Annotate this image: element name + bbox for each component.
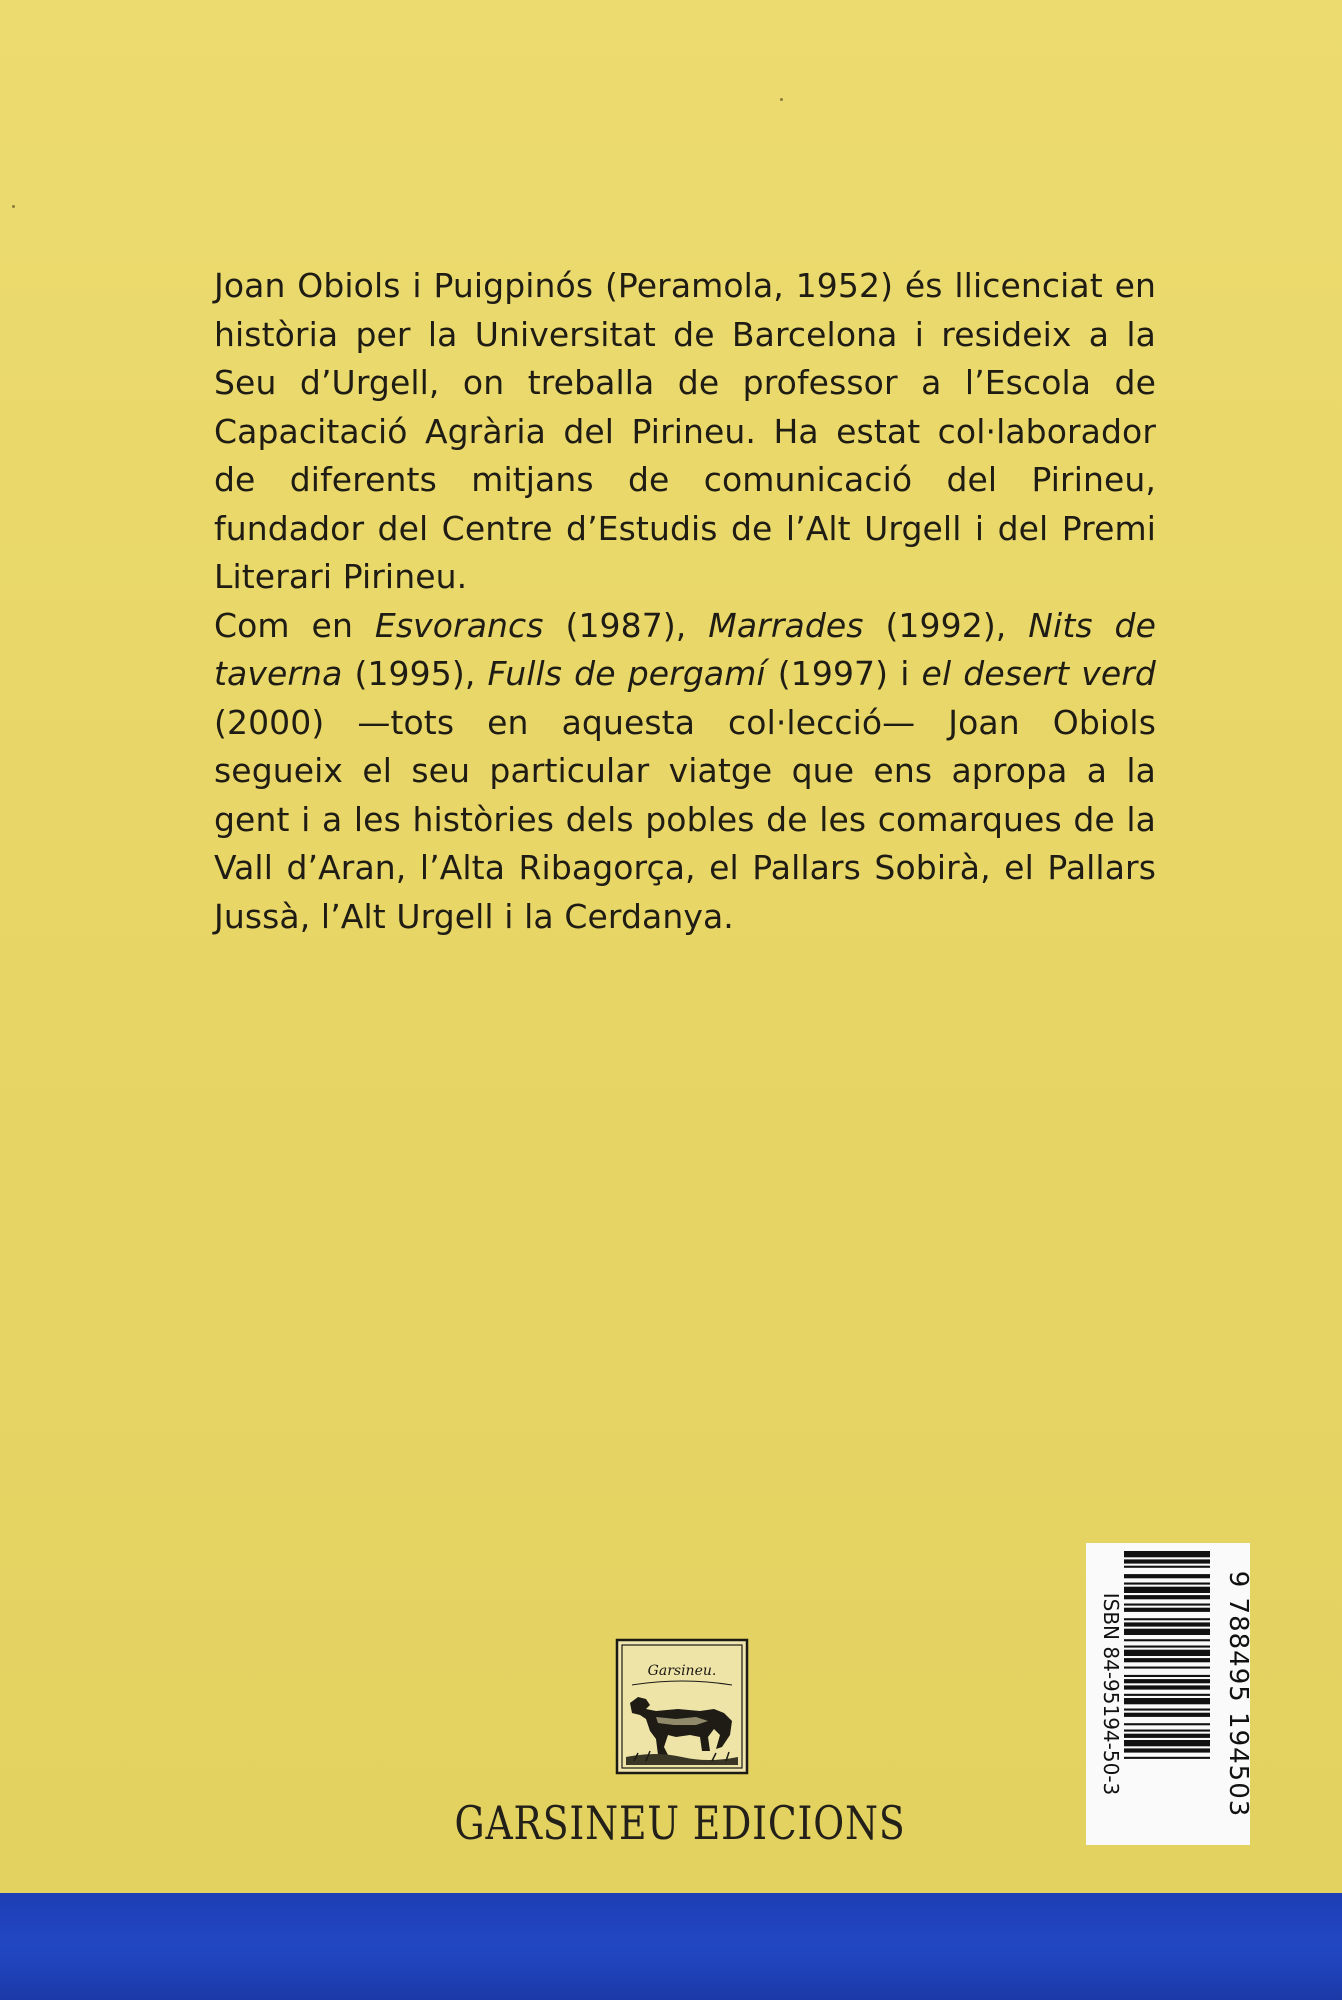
barcode-bar — [1124, 1566, 1210, 1568]
barcode-bar — [1124, 1713, 1210, 1717]
barcode-bar — [1124, 1595, 1210, 1599]
barcode-bar — [1124, 1709, 1210, 1711]
author-blurb — [214, 262, 1156, 941]
barcode-bar — [1124, 1639, 1210, 1641]
barcode-bar — [1124, 1679, 1210, 1683]
book-title: Nits de taverna — [214, 605, 1156, 693]
barcode-bar — [1124, 1723, 1210, 1725]
book-title: el desert verd — [921, 654, 1156, 693]
barcode-bar — [1124, 1608, 1210, 1612]
barcode-bar — [1124, 1583, 1210, 1585]
barcode-bar — [1124, 1618, 1210, 1620]
publisher-name: GARSINEU EDICIONS — [454, 1796, 906, 1850]
barcode-bar — [1124, 1698, 1210, 1704]
garsineu-logo — [616, 1639, 748, 1774]
svg-text:9 788495 194503: 9 788495 194503 — [1223, 1570, 1253, 1818]
book-title: Marrades — [708, 605, 864, 645]
isbn-label — [1090, 1548, 1123, 1840]
barcode-bar — [1124, 1734, 1210, 1738]
barcode-bar — [1124, 1622, 1210, 1626]
barcode-bar — [1124, 1604, 1210, 1606]
barcode-bar — [1124, 1574, 1210, 1578]
svg-text:Garsineu.: Garsineu. — [647, 1663, 717, 1679]
barcode-bar — [1124, 1685, 1210, 1689]
barcode-bar — [1124, 1587, 1210, 1593]
book-title: Fulls de pergamí — [487, 654, 766, 693]
barcode-bar — [1124, 1667, 1210, 1669]
barcode-bar — [1124, 1650, 1210, 1656]
speck — [12, 205, 15, 208]
barcode-bar — [1124, 1757, 1210, 1759]
barcode-bar — [1124, 1551, 1210, 1557]
barcode-bar — [1124, 1748, 1210, 1752]
barcode-bar — [1124, 1675, 1210, 1677]
blue-footer-band — [0, 1893, 1342, 2000]
barcode-bar — [1124, 1646, 1210, 1648]
barcode-bar — [1124, 1559, 1210, 1563]
barcode-bar — [1124, 1740, 1210, 1746]
barcode-bar — [1124, 1658, 1210, 1662]
speck — [780, 98, 783, 101]
book-title: Esvorancs — [374, 605, 544, 645]
ean-number — [1213, 1548, 1253, 1840]
barcode-bar — [1124, 1694, 1210, 1696]
barcode-bar — [1124, 1629, 1210, 1635]
svg-text:ISBN 84-95194-50-3: ISBN 84-95194-50-3 — [1099, 1592, 1123, 1796]
barcode-bar — [1124, 1730, 1210, 1732]
author-bio-paragraph: Joan Obiols i Puigpinós (Peramola, 1952) és llicenciat en història per la Universitat de Barcelona i residеix a la Seu d’Urgell, on treballa de professor a l’Escola de Capacitació Agrària del Pirineu. Ha estat col·laborador de diferents mitjans de comunicació del Pirineu, fundador del Centre d’Estudis de l’Alt Urgell i del Premi Literari Pirineu. — [214, 266, 1156, 596]
books-paragraph: Com en Esvorancs (1987), Marrades (1992), Nits de taverna (1995), Fulls de pergamí (1997) i el desert verd (2000) —tots en aquesta col·lecció— Joan Obiols segueix el seu particular viatge que ens apropa a la gent i a les històries dels pobles de les comarques de la Vall d’Aran, l’Alta Ribagorça, el Pallars Sobirà, el Pallars Jussà, l’Alt Urgell i la Cerdanya. — [214, 605, 1156, 936]
